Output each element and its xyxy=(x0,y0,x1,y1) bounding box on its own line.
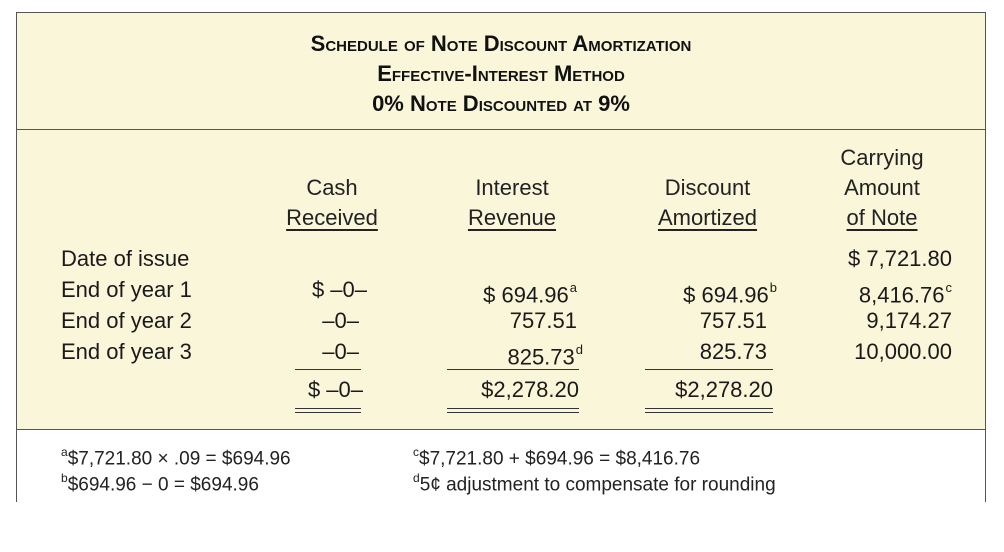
interest-cell xyxy=(437,337,583,372)
total-double-rule xyxy=(295,408,361,413)
subtotal-rule xyxy=(447,369,579,370)
header-carrying-line1: Carrying xyxy=(840,145,924,170)
carrying-value: 10,000.00 xyxy=(854,339,952,364)
carrying-cell xyxy=(797,244,952,274)
header-cash-line1: Cash xyxy=(306,175,358,200)
footnote-b xyxy=(61,466,259,498)
total-interest: $2,278.20 xyxy=(481,377,579,402)
interest-cell xyxy=(437,306,577,336)
schedule-table xyxy=(17,129,985,429)
header-interest-line2: Revenue xyxy=(467,205,557,230)
title-line-1: Schedule of Note Discount Amortization xyxy=(310,31,692,56)
title-line-2: Effective-Interest Method xyxy=(377,61,625,86)
header-cash-line2: Received xyxy=(286,205,378,230)
row-label: End of year 3 xyxy=(61,339,192,364)
interest-value: 757.51 xyxy=(509,308,577,333)
footnote-text: 5¢ adjustment to compensate for rounding xyxy=(419,474,776,496)
header-carrying-line2: Amount xyxy=(844,175,920,200)
footnote-mark: c xyxy=(945,280,952,295)
discount-cell xyxy=(627,337,767,367)
footnote-mark: d xyxy=(413,471,420,485)
schedule-title xyxy=(17,13,985,130)
total-cash: $ –0– xyxy=(307,377,363,402)
footnotes xyxy=(17,429,985,502)
header-discount-line1: Discount xyxy=(664,175,751,200)
discount-value: $ 694.96 xyxy=(683,282,769,308)
discount-value: 825.73 xyxy=(699,339,767,364)
carrying-value: $ 7,721.80 xyxy=(848,246,952,271)
footnote-text: $7,721.80 × .09 = $694.96 xyxy=(67,448,291,470)
footnote-text: $694.96 − 0 = $694.96 xyxy=(67,474,259,496)
discount-cell xyxy=(627,306,767,336)
header-discount xyxy=(635,173,780,233)
cash-cell: $ –0– xyxy=(311,277,367,302)
total-double-rule xyxy=(645,408,773,413)
total-discount: $2,278.20 xyxy=(675,377,773,402)
row-label: Date of issue xyxy=(61,246,190,271)
subtotal-rule xyxy=(295,369,361,370)
cash-cell: –0– xyxy=(322,339,359,364)
total-double-rule xyxy=(447,408,579,413)
footnote-mark: d xyxy=(575,342,583,357)
interest-value: 825.73 xyxy=(507,344,575,370)
footnote-mark: a xyxy=(61,445,68,459)
header-interest-line1: Interest xyxy=(475,175,549,200)
footnote-mark: c xyxy=(413,445,419,459)
amortization-schedule xyxy=(16,12,986,502)
header-discount-line2: Amortized xyxy=(657,205,758,230)
row-label: End of year 1 xyxy=(61,277,192,302)
carrying-value: 9,174.27 xyxy=(866,308,952,333)
footnote-mark: b xyxy=(61,471,68,485)
cash-cell: –0– xyxy=(322,308,359,333)
discount-value: 757.51 xyxy=(699,308,767,333)
header-carrying xyxy=(817,143,947,233)
footnote-mark: a xyxy=(569,280,577,295)
header-cash xyxy=(267,173,397,233)
carrying-cell xyxy=(797,306,952,336)
carrying-value: 8,416.76 xyxy=(858,282,945,308)
subtotal-rule xyxy=(645,369,773,370)
header-interest xyxy=(447,173,577,233)
title-line-3: 0% Note Discounted at 9% xyxy=(372,91,630,116)
row-label: End of year 2 xyxy=(61,308,192,333)
interest-value: $ 694.96 xyxy=(483,282,569,308)
footnote-text: $7,721.80 + $694.96 = $8,416.76 xyxy=(419,448,701,470)
carrying-cell xyxy=(797,337,952,367)
footnote-d xyxy=(413,466,776,498)
header-carrying-line3: of Note xyxy=(846,205,918,230)
footnote-mark: b xyxy=(769,280,777,295)
